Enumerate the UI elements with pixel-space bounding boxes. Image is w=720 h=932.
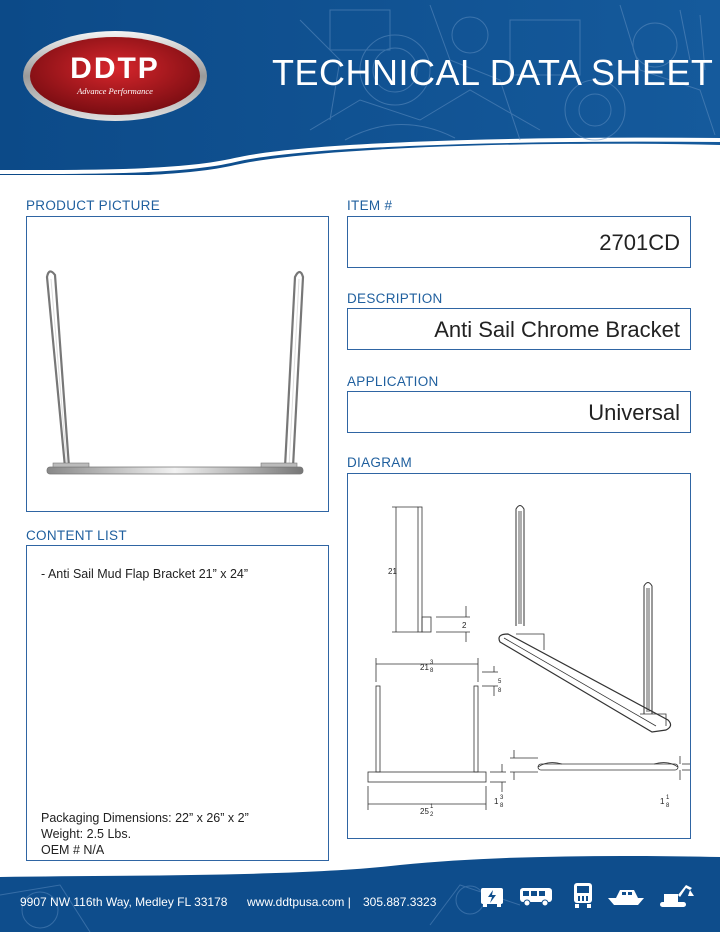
description-label: DESCRIPTION — [347, 291, 443, 306]
dim-bottom-right-num: 1 — [666, 795, 670, 801]
diagram-box — [347, 473, 691, 839]
weight: Weight: 2.5 Lbs. — [41, 827, 132, 841]
item-box — [347, 216, 691, 268]
footer-phone: 305.887.3323 — [363, 895, 437, 909]
description-value: Anti Sail Chrome Bracket — [434, 317, 680, 342]
technical-diagram — [348, 474, 690, 838]
dim-bottom-left-den: 8 — [500, 803, 504, 809]
item-number: 2701CD — [599, 230, 680, 255]
truck-icon — [570, 880, 596, 910]
dim-height-small: 2 — [462, 621, 467, 630]
content-item: - Anti Sail Mud Flap Bracket 21” x 24” — [41, 567, 249, 581]
content-list-label: CONTENT LIST — [26, 528, 127, 543]
oem-number: OEM # N/A — [41, 843, 105, 857]
logo-tagline: Advance Performance — [77, 86, 153, 96]
dim-width-bottom-whole: 25 — [420, 807, 429, 816]
dim-width-top-whole: 21 — [420, 663, 429, 672]
product-picture-box — [26, 216, 329, 512]
application-box — [347, 391, 691, 433]
logo-text: DDTP — [70, 52, 160, 85]
bus-icon — [518, 884, 554, 908]
dim-bottom-right-den: 8 — [666, 803, 670, 809]
page-title: TECHNICAL DATA SHEET — [272, 52, 714, 93]
excavator-icon — [656, 880, 696, 910]
packaging-dimensions: Packaging Dimensions: 22” x 26” x 2” — [41, 811, 249, 825]
dim-width-bottom-num: 1 — [430, 804, 434, 810]
dim-bottom-right-whole: 1 — [660, 797, 665, 806]
dim-bottom-left-num: 3 — [500, 795, 504, 801]
dim-width-top-num: 3 — [430, 660, 434, 666]
dim-width-top-den: 8 — [430, 668, 434, 674]
product-picture-label: PRODUCT PICTURE — [26, 198, 161, 213]
footer-website[interactable]: www.ddtpusa.com | — [247, 895, 351, 909]
diagram-label: DIAGRAM — [347, 455, 413, 470]
content-list-box — [26, 545, 329, 861]
dim-side-right-num: 5 — [498, 679, 502, 685]
description-box — [347, 308, 691, 350]
application-value: Universal — [588, 400, 680, 425]
application-label: APPLICATION — [347, 374, 439, 389]
dim-bottom-left-whole: 1 — [494, 797, 499, 806]
footer-address: 9907 NW 116th Way, Medley FL 33178 — [20, 895, 228, 909]
dim-side-right-den: 8 — [498, 688, 502, 694]
boat-icon — [606, 884, 646, 908]
product-photo — [27, 217, 328, 511]
generator-icon — [478, 882, 506, 910]
dim-height-main: 21 — [388, 567, 397, 576]
dim-width-bottom-den: 2 — [430, 812, 434, 818]
item-label: ITEM # — [347, 198, 393, 213]
